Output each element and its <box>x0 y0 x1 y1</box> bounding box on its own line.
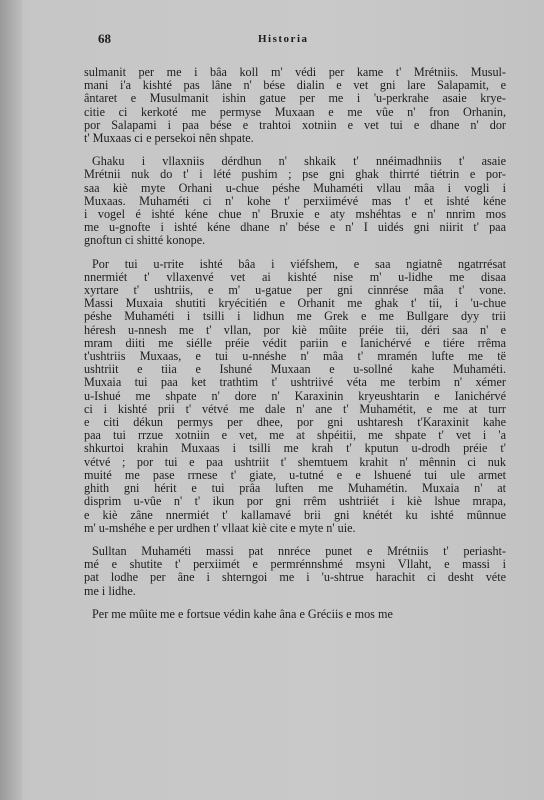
paragraph <box>84 608 506 621</box>
text-line: vétvé ; por tui e paa ushtriit t' shemtuem krahit n' mênnin ci nuk <box>84 454 506 469</box>
text-line: e kiè zâne nnermiét t' kallamavé brii gni knétét ku ishté mûnnue <box>84 507 506 522</box>
text-line: por Salapami i paa bése e trahtoi xotniin e vet tui e dhane n' dor <box>84 117 506 132</box>
text-line: mani i'a kishté pas lâne n' bése dialin e vet gni lare Salapamit, e <box>84 78 506 93</box>
text-line: Per me mûite me e fortsue védin kahe âna e Gréciis e mos me <box>92 606 393 621</box>
text-line: citie ci kerkoté me permyse Muxaan e me vûe n' fron Orhanin, <box>84 104 506 119</box>
text-line: Muxaia tui paa ket trathtim t' ushtriivé véta me terbim n' xémer <box>84 375 506 390</box>
text-line: sulmanit per me i bâa koll m' védi per kame t' Mrétniis. Musul- <box>84 65 506 79</box>
page-gutter-shadow <box>0 0 22 800</box>
text-line: ci i kishté prii t' vétvé me dale n' ane t' Muhamétit, e me at turr <box>84 401 506 416</box>
text-line: t' Muxaas ci e persekoi nên shpate. <box>84 131 254 146</box>
text-line: muité me pase rrnese t' giate, u-tutné e e lshuené tui ule armet <box>84 467 506 482</box>
text-line: me u-gnofte i ishté kéne dhane n' bése e n' I uidés gni niirit t' paa <box>84 220 506 235</box>
text-line: m' u-mshéhe e per urdhen t' vllaat kiè cite e myte n' uie. <box>84 520 356 535</box>
text-line: paa tui rrzue xotniin e vet, me at shpéitii, me shpate t' vet i 'a <box>84 428 506 443</box>
paragraph <box>84 545 506 598</box>
text-line: Sulltan Muhaméti massi pat nnréce punet e Mrétniis t' periasht- <box>92 543 506 558</box>
text-line: mé e shutite t' perxiimét e permrénnshmé msyni Vllaht, e massi i <box>84 557 506 572</box>
text-line: Por tui u-rrite ishté bâa i viéfshem, e saa ngiatnê ngatrrésat <box>92 256 506 271</box>
text-line: xyrtare t' ushtriis, e m' u-gatue per gni cinnrése mâa t' vone. <box>84 283 506 298</box>
text-line: péshe Muhaméti i tsilli i lidhun me Grek e me Bullgare dyy trii <box>84 309 506 324</box>
text-line: ghith gni hérit e tui prâa luften me Muhamétin. Muxaia n' at <box>84 481 506 496</box>
text-line: Massi Muxaia shutiti kryécitién e Orhanit me ghak t' tii, i 'u-chue <box>84 296 506 311</box>
text-line: Mrétnii nuk do t' i lété pushim ; pse gni ghak thirrté tiétrin e por- <box>84 167 506 182</box>
running-head: Historia <box>258 33 309 45</box>
text-line: saa kiè myte Orhani u-chue péshe Muhaméti vllau mâa i vogli i <box>84 180 506 195</box>
text-line: u-Ishué me shpate n' dore n' Karaxinin kryeushtarin e Ianichérvé <box>84 388 506 403</box>
paragraph <box>84 258 506 535</box>
text-line: i vogel é ishté kéne chue n' Bruxie e aty mshéhtas e n' nnrim mos <box>84 207 506 222</box>
paragraph <box>84 155 506 247</box>
text-line: shkurtoi krahin Muxaas i tsilli me krah t' kputun u-drodh préie t' <box>84 441 506 456</box>
paragraph <box>84 66 506 145</box>
text-line: gnoftun ci shitté konope. <box>84 233 206 248</box>
text-line: Muxaas. Muhaméti ci n' kohe t' perxiimévé mas t' et ishté kéne <box>84 193 506 208</box>
text-line: mram diiti me siélle préie védit pariin e Ianichérvé e tiére rrêma <box>84 335 506 350</box>
text-line: pat lodhe per âne i shterngoi me i 'u-shtrue harachit ci desht véte <box>84 570 506 585</box>
text-line: ântaret e Musulmanit ishin gatue per me i 'u-perkrahe asaie krye- <box>84 91 506 106</box>
page-number: 68 <box>98 31 111 46</box>
text-line: t'ushtriis Muxaas, e tui u-nnéshe n' mâa t' mramén lufte me të <box>84 349 506 364</box>
text-line: nnermiét t' vllaxenvé vet ai kishté nise m' u-lidhe me disaa <box>84 269 506 284</box>
text-line: ushtriit e tiia e Ishuné Muxaan e u-sollné kahe Muhaméti. <box>84 362 506 377</box>
text-line: e citi dékun permys per dhee, por gni ushtaresh t'Karaxinit kahe <box>84 415 506 430</box>
text-line: héresh u-nnesh me t' vllan, por kiè mûite préie tii, déri saa n' e <box>84 322 506 337</box>
text-line: disprim u-vûe n' t' ikun por gni rrêm ushtriiét i kiè lshue mrapa, <box>84 494 506 509</box>
text-line: Ghaku i vllaxniis dérdhun n' shkaik t' nnéimadhniis t' asaie <box>92 154 506 169</box>
text-line: me i lidhe. <box>84 583 136 598</box>
page-body-text <box>84 66 506 631</box>
